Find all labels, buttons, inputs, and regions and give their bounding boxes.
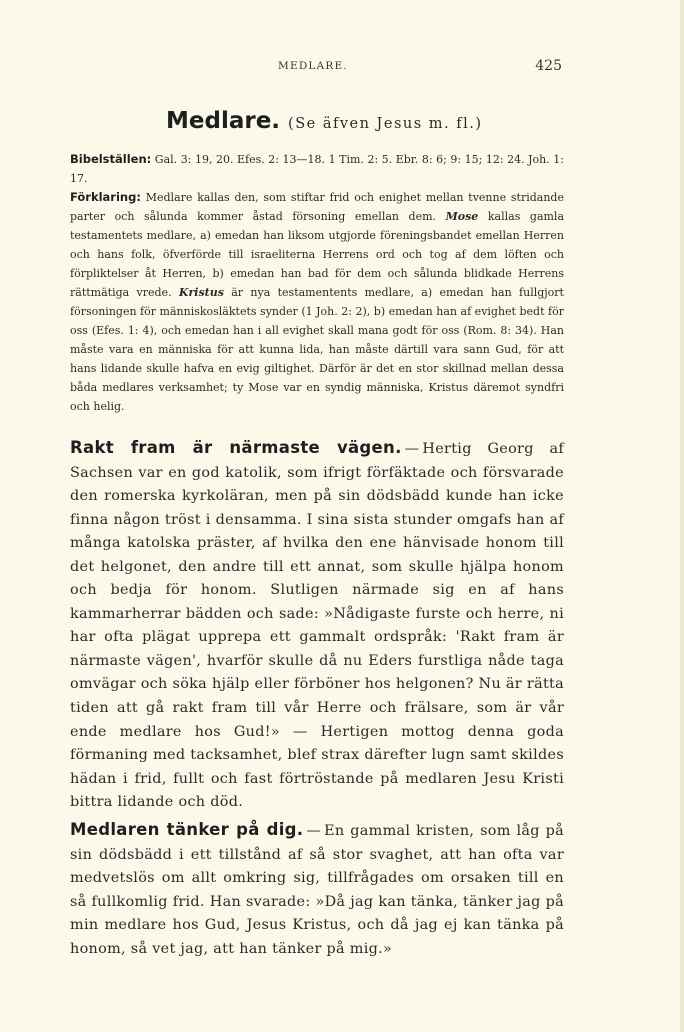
explanation-name-mose: Mose (445, 210, 479, 223)
explanation (70, 188, 564, 416)
article-mediator-thinks (70, 818, 564, 961)
article-dash: — (404, 441, 420, 457)
section-heading: Medlare. (166, 108, 281, 134)
explanation-text-1: Medlare kallas den, som stiftar frid och enighet mellan tvenne stridande parter och sålunda kommer åstad försoning emellan dem. (70, 191, 564, 223)
explanation-label: Förklaring: (70, 190, 141, 204)
article-heading-straight-ahead: Rakt fram är närmaste vägen. (70, 438, 402, 457)
article-dash: — (306, 823, 322, 839)
page-number: 425 (535, 58, 562, 74)
explanation-name-kristus: Kristus (178, 286, 224, 299)
explanation-text-3: är nya testamentents medlare, a) emedan han fullgjort försoningen för människosläktets synder (1 Joh. 2: 2), b) emedan han af evighet bedt för oss (Efes. 1: 4), och emedan han i all evighet skall mana godt för oss (Rom. 8: 34). Han måste vara en människa för att kunna lida, han måste därtill vara sann Gud, för att hans lidande skulle hafva en evig giltighet. Därför är det en stor skillnad mellan dessa båda medlares verksamhet; ty Mose var en syndig människa, Kristus däremot syndfri och helig. (70, 286, 564, 413)
page-edge (680, 0, 684, 1032)
article-body-mediator-thinks: En gammal kristen, som låg på sin dödsbädd i ett tillstånd af så stor svaghet, att han ofta var medvetslös om allt omkring sig, tillfrågades om orsaken till en så fullkomlig frid. Han svarade: »Då jag kan tänka, tänker jag på min medlare hos Gud, Jesus Kristus, och då jag ej kan tänka på honom, så vet jag, att han tänker på mig.» (70, 823, 565, 957)
bible-references-label: Bibelställen: (70, 152, 152, 166)
running-title: MEDLARE. (278, 60, 348, 72)
bible-references (70, 150, 564, 188)
article-body-straight-ahead: Hertig Georg af Sachsen var en god katolik, som ifrigt förfäktade och försvarade den romerska kyrkoläran, men på sin dödsbädd kunde han icke finna någon tröst i densamma. I sina sista stunder omgafs han af många katolska präster, af hvilka den ene hänvisade honom till det helgonet, den andre till ett annat, som skulle hjälpa honom och bedja för honom. Slutligen närmade sig en af hans kammarherrar bädden och sade: »Nådigaste furste och herre, ni har ofta plägat upprepa ett gammalt ordspråk: 'Rakt fram är närmaste vägen', hvarför skulle då nu Eders furstliga nåde taga omvägar och söka hjälp eller förböner hos helgonen? Nu är rätta tiden att gå rakt fram till vår Herre och frälsare, som är vår ende medlare hos Gud!» — Hertigen mottog denna goda förmaning med tacksamhet, blef strax därefter lugn samt skildes hädan i frid, fullt och fast förtröstande på medlaren Jesu Kristi bittra lidande och död. (70, 441, 564, 811)
bible-references-text: Gal. 3: 19, 20. Efes. 2: 13—18. 1 Tim. 2: 5. Ebr. 8: 6; 9: 15; 12: 24. Joh. 1: 17. (70, 153, 564, 185)
section-title (166, 108, 483, 134)
see-also-note: (Se äfven Jesus m. fl.) (288, 116, 483, 132)
article-straight-ahead (70, 436, 564, 815)
running-head (0, 58, 684, 76)
article-heading-mediator-thinks: Medlaren tänker på dig. (70, 820, 304, 839)
explanation-text-2: kallas gamla testamentets medlare, a) emedan han liksom utgjorde föreningsbandet emellan Herren och hans folk, öfverförde till israeliterna Herrens ord och tog af dem löften och förpliktelser åt Herren, b) emedan han bad för dem och sålunda blidkade Herrens rättmätiga vrede. (70, 210, 565, 299)
